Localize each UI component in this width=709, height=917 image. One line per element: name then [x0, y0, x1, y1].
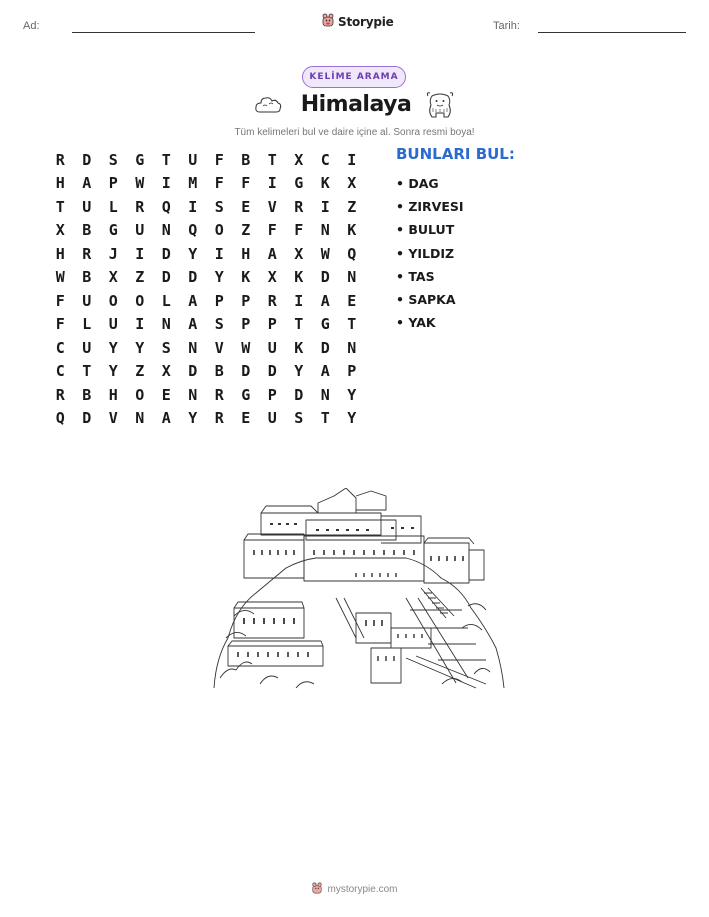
grid-cell: S	[294, 409, 304, 428]
grid-cell: Q	[55, 409, 65, 428]
grid-cell: Q	[188, 221, 198, 240]
grid-cell: Y	[108, 338, 118, 357]
grid-cell: U	[82, 197, 92, 216]
grid-cell: N	[347, 338, 357, 357]
grid-cell: L	[161, 291, 171, 310]
grid-cell: W	[55, 268, 65, 287]
grid-cell: D	[241, 362, 251, 381]
grid-cell: H	[55, 244, 65, 263]
grid-cell: B	[82, 385, 92, 404]
grid-cell: E	[347, 291, 357, 310]
grid-cell: Y	[347, 409, 357, 428]
grid-cell: N	[161, 315, 171, 334]
grid-cell: Z	[135, 268, 145, 287]
grid-cell: C	[320, 150, 330, 169]
grid-cell: X	[161, 362, 171, 381]
word-list-item: • DAG	[396, 176, 439, 192]
footer-url: mystorypie.com	[327, 884, 398, 895]
grid-cell: T	[294, 315, 304, 334]
grid-cell: R	[82, 244, 92, 263]
cloud-icon	[254, 94, 282, 120]
word-list-item: • YAK	[396, 315, 436, 331]
grid-cell: B	[82, 221, 92, 240]
grid-cell: W	[135, 174, 145, 193]
storypie-logo-icon	[311, 880, 323, 899]
grid-cell: U	[267, 409, 277, 428]
grid-cell: Y	[214, 268, 224, 287]
grid-cell: Z	[135, 362, 145, 381]
grid-cell: A	[82, 174, 92, 193]
grid-cell: B	[82, 268, 92, 287]
grid-cell: C	[55, 338, 65, 357]
grid-cell: L	[82, 315, 92, 334]
yak-icon	[424, 90, 456, 124]
grid-cell: I	[320, 197, 330, 216]
grid-cell: E	[241, 197, 251, 216]
grid-cell: G	[241, 385, 251, 404]
grid-cell: X	[55, 221, 65, 240]
grid-cell: F	[214, 150, 224, 169]
grid-cell: F	[267, 221, 277, 240]
storypie-logo-icon	[321, 12, 335, 32]
grid-cell: R	[214, 385, 224, 404]
grid-cell: D	[320, 338, 330, 357]
grid-cell: Q	[161, 197, 171, 216]
grid-cell: Y	[135, 338, 145, 357]
grid-cell: A	[267, 244, 277, 263]
grid-cell: I	[188, 197, 198, 216]
grid-cell: Y	[294, 362, 304, 381]
grid-cell: C	[55, 362, 65, 381]
word-list	[396, 172, 464, 334]
grid-cell: K	[320, 174, 330, 193]
grid-cell: D	[82, 409, 92, 428]
grid-cell: T	[267, 150, 277, 169]
grid-cell: R	[294, 197, 304, 216]
grid-cell: S	[214, 197, 224, 216]
grid-cell: V	[214, 338, 224, 357]
grid-cell: P	[347, 362, 357, 381]
grid-cell: D	[82, 150, 92, 169]
grid-cell: K	[294, 338, 304, 357]
grid-cell: Z	[347, 197, 357, 216]
grid-cell: U	[82, 338, 92, 357]
date-label: Tarih:	[493, 20, 520, 32]
grid-cell: K	[294, 268, 304, 287]
grid-cell: Y	[188, 409, 198, 428]
grid-cell: O	[135, 291, 145, 310]
grid-cell: U	[135, 221, 145, 240]
grid-cell: X	[347, 174, 357, 193]
grid-cell: P	[241, 315, 251, 334]
word-list-item: • BULUT	[396, 222, 455, 238]
grid-cell: T	[161, 150, 171, 169]
grid-cell: P	[267, 385, 277, 404]
grid-cell: I	[214, 244, 224, 263]
grid-cell: N	[320, 221, 330, 240]
grid-cell: I	[135, 315, 145, 334]
instructions: Tüm kelimeleri bul ve daire içine al. Sonra resmi boya!	[234, 127, 475, 138]
word-list-item: • ZIRVESI	[396, 199, 464, 215]
grid-cell: D	[188, 362, 198, 381]
grid-cell: I	[267, 174, 277, 193]
palace-illustration	[206, 488, 506, 702]
grid-cell: V	[267, 197, 277, 216]
grid-cell: Q	[347, 244, 357, 263]
grid-cell: G	[108, 221, 118, 240]
grid-cell: B	[241, 150, 251, 169]
grid-cell: D	[320, 268, 330, 287]
grid-cell: I	[294, 291, 304, 310]
grid-cell: I	[347, 150, 357, 169]
grid-cell: F	[214, 174, 224, 193]
grid-cell: N	[347, 268, 357, 287]
page-title: Himalaya	[300, 92, 412, 117]
grid-cell: Y	[108, 362, 118, 381]
grid-cell: A	[188, 315, 198, 334]
grid-cell: D	[267, 362, 277, 381]
word-list-item: • YILDIZ	[396, 245, 455, 261]
grid-cell: K	[241, 268, 251, 287]
grid-cell: T	[55, 197, 65, 216]
grid-cell: J	[108, 244, 118, 263]
grid-cell: N	[161, 221, 171, 240]
grid-cell: A	[320, 291, 330, 310]
grid-cell: G	[135, 150, 145, 169]
grid-cell: A	[188, 291, 198, 310]
grid-cell: U	[108, 315, 118, 334]
grid-cell: D	[294, 385, 304, 404]
grid-cell: Z	[241, 221, 251, 240]
grid-cell: G	[320, 315, 330, 334]
grid-cell: U	[82, 291, 92, 310]
grid-cell: A	[320, 362, 330, 381]
date-line	[538, 32, 686, 33]
grid-cell: I	[161, 174, 171, 193]
footer	[0, 880, 709, 899]
grid-cell: X	[294, 244, 304, 263]
grid-cell: R	[55, 150, 65, 169]
grid-cell: F	[241, 174, 251, 193]
grid-cell: Y	[347, 385, 357, 404]
grid-cell: H	[241, 244, 251, 263]
word-search-grid	[47, 148, 365, 430]
grid-cell: S	[161, 338, 171, 357]
brand	[321, 12, 394, 32]
word-list-item: • SAPKA	[396, 292, 456, 308]
grid-cell: W	[241, 338, 251, 357]
grid-cell: D	[161, 268, 171, 287]
grid-cell: V	[108, 409, 118, 428]
grid-cell: T	[82, 362, 92, 381]
grid-cell: T	[347, 315, 357, 334]
grid-cell: M	[188, 174, 198, 193]
grid-cell: W	[320, 244, 330, 263]
name-line	[72, 32, 255, 33]
grid-cell: U	[267, 338, 277, 357]
brand-name: Storypie	[338, 15, 394, 29]
grid-cell: H	[55, 174, 65, 193]
grid-cell: D	[161, 244, 171, 263]
grid-cell: O	[108, 291, 118, 310]
grid-cell: F	[55, 315, 65, 334]
grid-cell: L	[108, 197, 118, 216]
grid-cell: O	[214, 221, 224, 240]
grid-cell: N	[135, 409, 145, 428]
grid-cell: K	[347, 221, 357, 240]
word-list-item: • TAS	[396, 268, 435, 284]
grid-cell: S	[108, 150, 118, 169]
grid-cell: Y	[188, 244, 198, 263]
grid-cell: P	[214, 291, 224, 310]
name-label: Ad:	[23, 20, 40, 32]
grid-cell: H	[108, 385, 118, 404]
grid-cell: N	[320, 385, 330, 404]
grid-cell: N	[188, 385, 198, 404]
grid-cell: P	[267, 315, 277, 334]
grid-cell: N	[188, 338, 198, 357]
grid-cell: F	[294, 221, 304, 240]
grid-cell: X	[108, 268, 118, 287]
grid-cell: U	[188, 150, 198, 169]
grid-cell: B	[214, 362, 224, 381]
grid-cell: R	[267, 291, 277, 310]
grid-cell: A	[161, 409, 171, 428]
grid-cell: P	[108, 174, 118, 193]
grid-cell: R	[214, 409, 224, 428]
word-list-title: BUNLARI BUL:	[396, 145, 515, 163]
grid-cell: T	[320, 409, 330, 428]
grid-cell: X	[294, 150, 304, 169]
grid-cell: G	[294, 174, 304, 193]
grid-cell: O	[135, 385, 145, 404]
grid-cell: D	[188, 268, 198, 287]
grid-cell: R	[55, 385, 65, 404]
grid-cell: E	[241, 409, 251, 428]
grid-cell: I	[135, 244, 145, 263]
worksheet-type-badge: KELİME ARAMA	[302, 66, 406, 88]
grid-cell: P	[241, 291, 251, 310]
grid-cell: R	[135, 197, 145, 216]
grid-cell: E	[161, 385, 171, 404]
grid-cell: X	[267, 268, 277, 287]
grid-cell: S	[214, 315, 224, 334]
grid-cell: F	[55, 291, 65, 310]
